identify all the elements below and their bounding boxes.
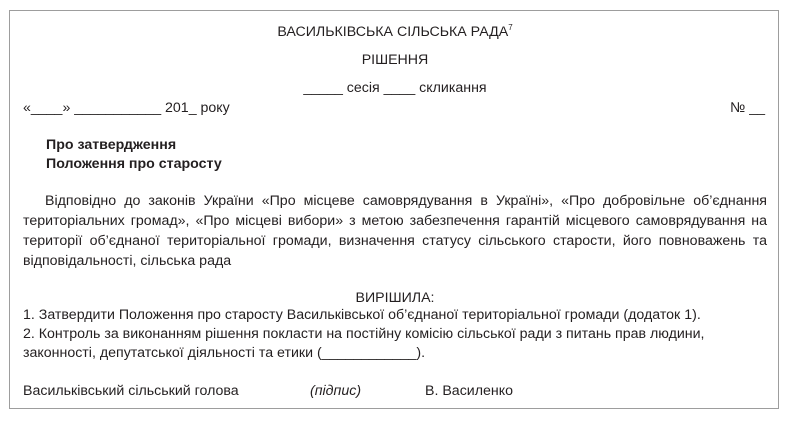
document-type: РІШЕННЯ bbox=[361, 52, 429, 68]
council-name: ВАСИЛЬКІВСЬКА СІЛЬСЬКА РАДА$^7$ bbox=[277, 23, 513, 40]
decision-heading: ВИРІШИЛА: bbox=[355, 290, 435, 306]
preamble-paragraph: Відповідно до законів України «Про місцеве самоврядування в Україні», «Про добровільне об’єднання територіальних громад», «Про місцеві вибори» з метою забезпечення гарантій місцевого самоврядування на території об’єднаної територіальної громади, визначення статусу сільського старости, його повноважень та відповідальності, сільська рада bbox=[23, 193, 767, 269]
title-line-1: Про затвердження bbox=[46, 137, 177, 153]
document-number: № __ bbox=[730, 100, 765, 116]
decision-item-1: 1. Затвердити Положення про старосту Васильківської об’єднаної територіальної громади (додаток 1). bbox=[23, 307, 701, 323]
signatory-position: Васильківський сільський голова bbox=[23, 383, 239, 399]
session-line: _____ сесія ____ скликання bbox=[303, 80, 487, 96]
footnote-mark: 7 bbox=[508, 23, 513, 32]
decision-item-2-line-2: законності, депутатської діяльності та етики (____________). bbox=[23, 345, 426, 361]
title-line-2: Положення про старосту bbox=[46, 156, 222, 172]
decision-item-2-line-1: 2. Контроль за виконанням рішення покласти на постійну комісію сільської ради з питань прав людини, bbox=[23, 326, 705, 342]
document-frame bbox=[9, 10, 779, 409]
signatory-name: В. Василенко bbox=[425, 383, 513, 399]
date-line: «____» ___________ 201_ року bbox=[23, 100, 230, 116]
signature-placeholder: (підпис) bbox=[310, 383, 362, 399]
